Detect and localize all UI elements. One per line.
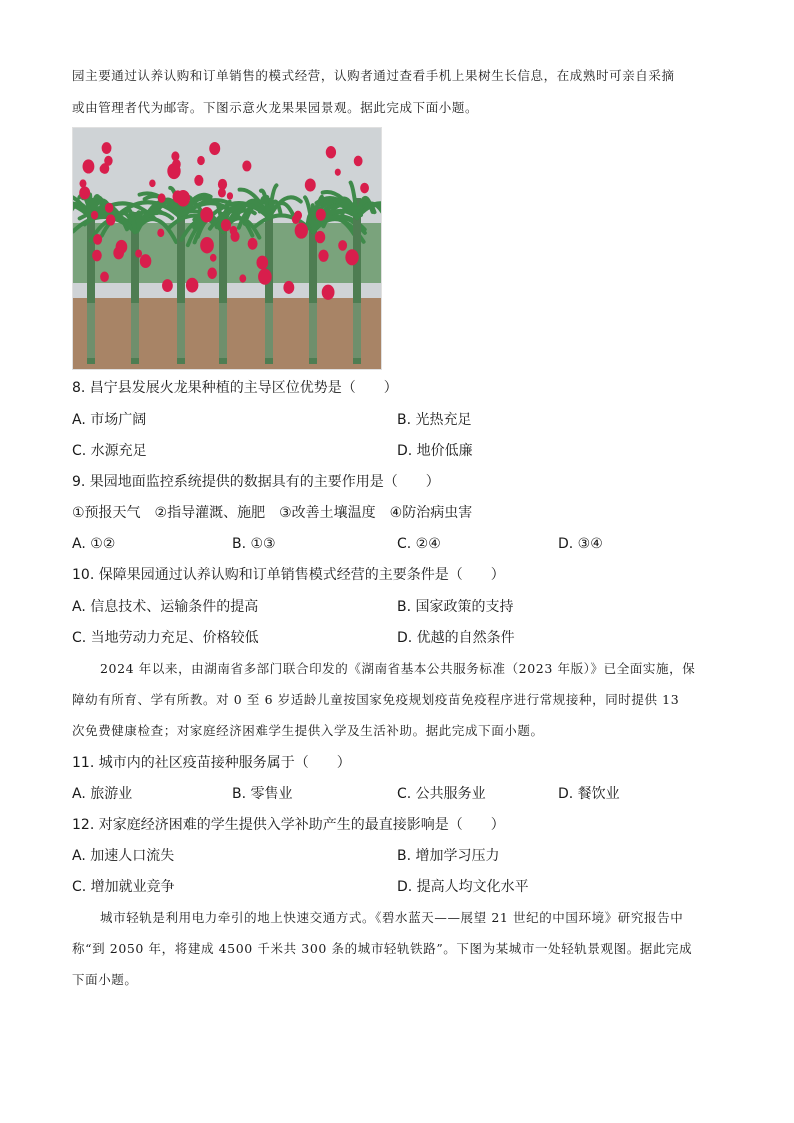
q12-option-b[interactable]: B. 增加学习压力 bbox=[397, 848, 500, 864]
q12-option-c[interactable]: C. 增加就业竞争 bbox=[72, 879, 175, 895]
q11-option-d[interactable]: D. 餐饮业 bbox=[558, 786, 620, 802]
q10-option-c[interactable]: C. 当地劳动力充足、价格较低 bbox=[72, 630, 259, 646]
question-9-stem: 9. 果园地面监控系统提供的数据具有的主要作用是（ ） bbox=[72, 474, 440, 490]
q8-option-d[interactable]: D. 地价低廉 bbox=[397, 443, 473, 459]
question-8-stem: 8. 昌宁县发展火龙果种植的主导区位优势是（ ） bbox=[72, 380, 398, 396]
q9-option-a[interactable]: A. ①② bbox=[72, 536, 116, 552]
q11-option-b[interactable]: B. 零售业 bbox=[232, 786, 293, 802]
dragon-fruit-orchard-photo bbox=[72, 127, 382, 370]
q9-option-c[interactable]: C. ②④ bbox=[397, 536, 441, 552]
intro3-line2: 称“到 2050 年，将建成 4500 千米共 300 条的城市轻轨铁路”。下图为某城市一处轻轨景观图。据此完成 bbox=[72, 941, 693, 956]
question-10-stem: 10. 保障果园通过认养认购和订单销售模式经营的主要条件是（ ） bbox=[72, 567, 505, 583]
q8-option-c[interactable]: C. 水源充足 bbox=[72, 443, 147, 459]
question-11-stem: 11. 城市内的社区疫苗接种服务属于（ ） bbox=[72, 755, 351, 771]
intro3-line1: 城市轻轨是利用电力牵引的地上快速交通方式。《碧水蓝天——展望 21 世纪的中国环境》研究报告中 bbox=[100, 910, 684, 925]
intro1-line2: 或由管理者代为邮寄。下图示意火龙果果园景观。据此完成下面小题。 bbox=[72, 100, 479, 115]
q9-option-b[interactable]: B. ①③ bbox=[232, 536, 276, 552]
q10-option-d[interactable]: D. 优越的自然条件 bbox=[397, 630, 515, 646]
question-9-items: ①预报天气 ②指导灌溉、施肥 ③改善土壤温度 ④防治病虫害 bbox=[72, 505, 473, 521]
q12-option-d[interactable]: D. 提高人均文化水平 bbox=[397, 879, 529, 895]
intro2-line2: 障幼有所育、学有所教。对 0 至 6 岁适龄儿童按国家免疫规划疫苗免疫程序进行常规接种，同时提供 13 bbox=[72, 692, 680, 707]
intro1-line1: 园主要通过认养认购和订单销售的模式经营，认购者通过查看手机上果树生长信息，在成熟时可亲自采摘 bbox=[72, 68, 675, 83]
q12-option-a[interactable]: A. 加速人口流失 bbox=[72, 848, 175, 864]
q9-option-d[interactable]: D. ③④ bbox=[558, 536, 603, 552]
intro2-line3: 次免费健康检查；对家庭经济困难学生提供入学及生活补助。据此完成下面小题。 bbox=[72, 723, 544, 738]
q8-option-b[interactable]: B. 光热充足 bbox=[397, 412, 472, 428]
q8-option-a[interactable]: A. 市场广阔 bbox=[72, 412, 147, 428]
q10-option-a[interactable]: A. 信息技术、运输条件的提高 bbox=[72, 599, 259, 615]
question-12-stem: 12. 对家庭经济困难的学生提供入学补助产生的最直接影响是（ ） bbox=[72, 817, 505, 833]
q11-option-a[interactable]: A. 旅游业 bbox=[72, 786, 133, 802]
q10-option-b[interactable]: B. 国家政策的支持 bbox=[397, 599, 514, 615]
intro3-line3: 下面小题。 bbox=[72, 972, 138, 987]
q11-option-c[interactable]: C. 公共服务业 bbox=[397, 786, 486, 802]
intro2-line1: 2024 年以来，由湖南省多部门联合印发的《湖南省基本公共服务标准（2023 年版）》已全面实施，保 bbox=[100, 661, 696, 676]
